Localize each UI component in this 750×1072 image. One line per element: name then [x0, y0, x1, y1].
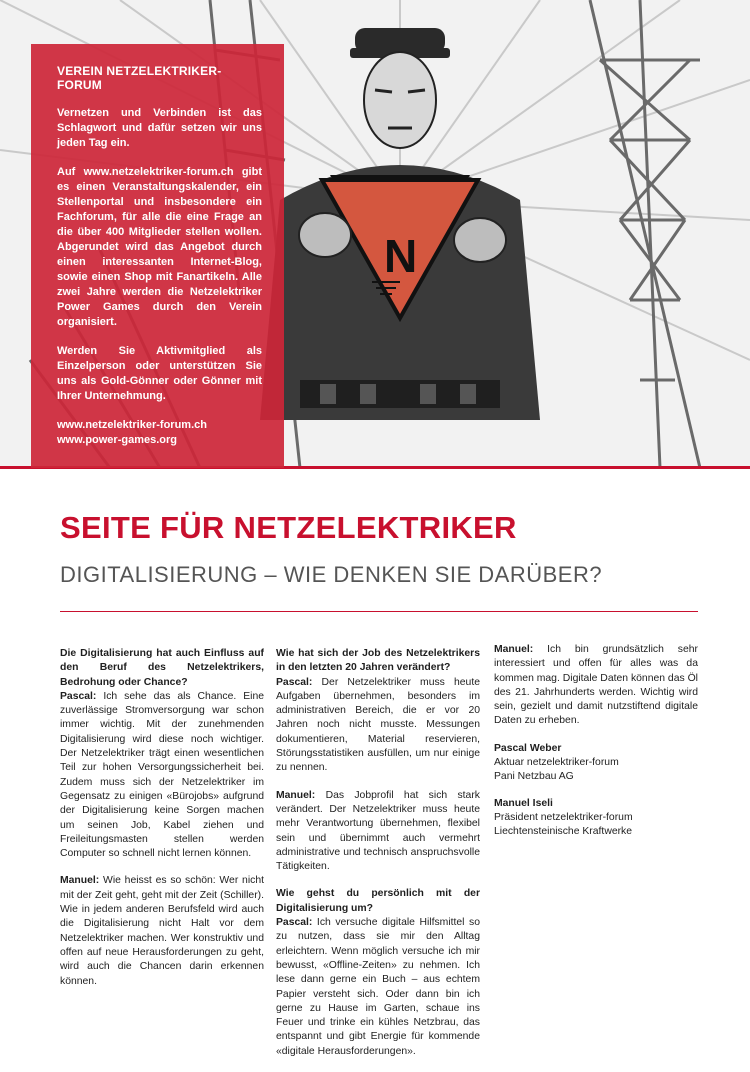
question-2: Wie hat sich der Job des Netzelektrikers in den letzten 20 Jahren verändert?	[276, 648, 480, 674]
answer-text: Ich sehe das als Chance. Eine zuverlässige Stromversorgung war schon immer wichtig. Mit der zunehmenden Digitalisierung wird diese noch wichtiger. Der Netzelektriker trägt einen wesentlichen Teil zur hohen Versorgungssicherheit bei. Zudem muss sich der Netzelektriker im Gegensatz zu einigen «Bürojobs» aufgrund der Digitalisierung keine Sorgen machen um seinen Job, Kabel ziehen und Freileitungsmasten stellen werden Computer so schnell nicht lernen können.	[60, 690, 264, 860]
panel-paragraph-3: Werden Sie Aktivmitglied als Einzelperson oder unterstützen Sie uns als Gold-Gönner oder Gönner mit Ihrer Unternehmung.	[57, 345, 262, 402]
speaker-label: Manuel:	[60, 875, 100, 887]
answer-text: Ich versuche digitale Hilfsmittel so zu nutzen, dass sie mir den Alltag erleichtern. Wenn möglich versuche ich mir bewusst, «Offline-Zeiten» zu nehmen. Ich lese dann gerne ein Buch – aus echtem Papier versteht sich. Oder dann bin ich gerne zu Hause im Garten, schaue ins Feuer und trinke ein kühles Netzbrau, das entspannt und gibt Energie für kommende «digitale Herausforderungen».	[276, 917, 480, 1057]
signature-block	[494, 742, 698, 785]
title-divider	[60, 611, 698, 612]
signature-company: Liechtensteinische Kraftwerke	[494, 826, 633, 838]
power-games-link[interactable]: www.power-games.org	[57, 434, 178, 446]
panel-paragraph-2: Auf www.netzelektriker-forum.ch gibt es einen Veranstaltungskalender, ein Stellenportal und insbesondere ein Fachforum, für alle die eine Frage an die über 400 Mitglieder stellen wollen. Abgerundet wird das Angebot durch einen interessanten Internet-Blog, sowie einen Shop mit Fanartikeln. Alle zwei Jahre werden die Netzelektriker Power Games durch den Verein organisiert.	[57, 166, 262, 328]
signature-role: Präsident netzelektriker-forum	[494, 811, 633, 823]
question-3: Wie gehst du persönlich mit der Digitalisierung um?	[276, 888, 480, 914]
article-column-1	[60, 647, 264, 1002]
emblem-letter: N	[384, 230, 418, 282]
answer-text: Ich bin grundsätzlich sehr interessiert und offen für alles was da kommen mag. Digitale Daten können das Öl des 21. Jahrhunderts werden. Wichtig wird sein, gezielt und damit nutzstiftend digitale Daten zu erheben.	[494, 644, 698, 727]
article-column-2	[276, 647, 480, 1072]
panel-paragraph-1: Vernetzen und Verbinden ist das Schlagwort und dafür setzen wir uns jeden Tag ein.	[57, 107, 262, 149]
speaker-label: Pascal:	[60, 690, 97, 702]
forum-link[interactable]: www.netzelektriker-forum.ch	[57, 419, 207, 431]
answer-text: Wie heisst es so schön: Wer nicht mit der Zeit geht, geht mit der Zeit (Schiller). Wie in jedem anderen Berufsfeld wird auch die Digitalisierung nicht Halt vor dem Netzelektriker machen. Wer konstruktiv und offen auf neue Herausforderungen zu geht, wird auch die Chancen darin erkennen können.	[60, 875, 264, 987]
question-1: Die Digitalisierung hat auch Einfluss auf den Beruf des Netzelektrikers, Bedrohung oder Chance?	[60, 648, 264, 688]
panel-title: VEREIN NETZELEKTRIKER-FORUM	[57, 64, 222, 92]
signature-name: Manuel Iseli	[494, 797, 553, 809]
speaker-label: Manuel:	[494, 644, 534, 655]
page-title: SEITE FÜR NETZELEKTRIKER	[60, 510, 517, 545]
signature-block	[494, 797, 698, 840]
speaker-label: Pascal:	[276, 917, 313, 929]
article-column-3	[494, 643, 698, 852]
speaker-label: Manuel:	[276, 789, 316, 801]
signature-company: Pani Netzbau AG	[494, 771, 574, 783]
association-info-panel	[31, 44, 284, 468]
signature-name: Pascal Weber	[494, 742, 562, 754]
page-subtitle: DIGITALISIERUNG – WIE DENKEN SIE DARÜBER?	[60, 562, 603, 587]
answer-text: Der Netzelektriker muss heute Aufgaben übernehmen, besonders im administrativen Bereich, die er vor 20 Jahren noch nicht musste. Messungen dokumentieren, Material reservieren, Störungsstatistiken ausfüllen, um nur einige zu nennen.	[276, 676, 480, 774]
signature-role: Aktuar netzelektriker-forum	[494, 757, 619, 769]
answer-text: Das Jobprofil hat sich stark verändert. Der Netzelektriker muss heute mehr Verantwortung übernehmen, flexibel sein und übernimmt auch vermehrt administrative und technisch anspruchsvolle Tätigkeiten.	[276, 789, 480, 873]
speaker-label: Pascal:	[276, 676, 313, 688]
